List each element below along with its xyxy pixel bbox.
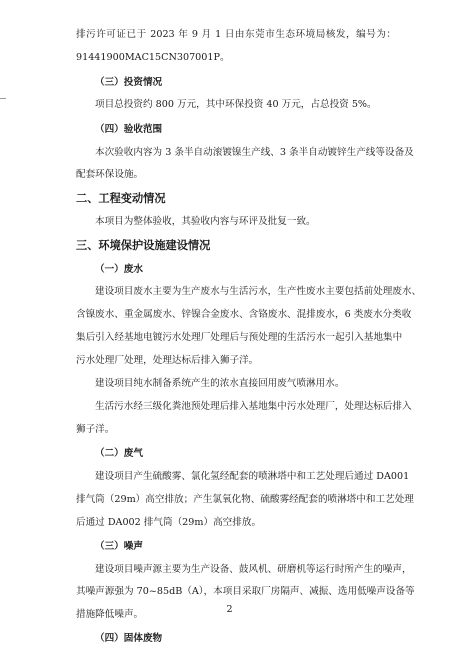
section-heading-wastewater: （一）废水 — [95, 264, 143, 275]
page-number: 2 — [226, 604, 233, 615]
permit-number: 91441900MAC15CN307001P。 — [76, 52, 230, 63]
scope-text-2: 配套环保设施。 — [76, 169, 144, 180]
pure-water-text: 建设项目纯水制备系统产生的浓水直接回用废气喷淋用水。 — [95, 378, 345, 389]
noise-text-2: 其噪声源强为 70~85dB（A），本项目采取厂房隔声、减振、选用低噪声设备等 — [76, 586, 415, 597]
chapter-heading-changes: 二、工程变动情况 — [76, 191, 166, 205]
exhaust-text-1: 建设项目产生硫酸雾、氯化氢经配套的喷淋塔中和工艺处理后通过 DA001 — [95, 471, 410, 482]
wastewater-text-4: 污水处理厂处理，处理达标后排入狮子洋。 — [76, 355, 259, 366]
section-heading-scope: （四）验收范围 — [95, 124, 163, 135]
section-heading-investment: （三）投资情况 — [95, 77, 163, 88]
exhaust-text-2: 排气筒（29m）高空排放；产生氯氧化物、硫酸雾经配套的喷淋塔中和工艺处理 — [76, 494, 414, 505]
margin-mark — [0, 98, 6, 99]
investment-text: 项目总投资约 800 万元，其中环保投资 40 万元，占总投资 5%。 — [95, 99, 377, 110]
wastewater-text-3: 集后引入经基地电镀污水处理厂处理后与预处理的生活污水一起引入基地集中 — [76, 332, 403, 343]
chapter-heading-env-facilities: 三、环境保护设施建设情况 — [76, 238, 211, 252]
exhaust-text-3: 后通过 DA002 排气筒（29m）高空排放。 — [76, 517, 262, 528]
scope-text-1: 本次验收内容为 3 条半自动滚镀镍生产线、3 条半自动镀锌生产线等设备及 — [95, 147, 414, 158]
wastewater-text-1: 建设项目废水主要为生产废水与生活污水，生产性废水主要包括前处理废水、 — [95, 286, 422, 297]
wastewater-text-2: 含镍废水、重金属废水、锌镍合金废水、含铬废水、混排废水，6 类废水分类收 — [76, 309, 412, 320]
domestic-sewage-text-2: 狮子洋。 — [76, 424, 115, 435]
section-heading-noise: （三）噪声 — [95, 541, 143, 552]
changes-text: 本项目为整体验收，其验收内容与环评及批复一致。 — [95, 216, 316, 227]
section-heading-solid-waste: （四）固体废物 — [95, 633, 163, 644]
noise-text-3: 措施降低噪声。 — [76, 609, 144, 620]
noise-text-1: 建设项目噪声源主要为生产设备、鼓风机、研磨机等运行时所产生的噪声， — [95, 564, 412, 575]
permit-line-1: 排污许可证已于 2023 年 9 月 1 日由东莞市生态环境局核发，编号为： — [76, 29, 396, 40]
section-heading-exhaust: （二）废气 — [95, 448, 143, 459]
domestic-sewage-text-1: 生活污水经三级化粪池预处理后排入基地集中污水处理厂，处理达标后排入 — [95, 401, 412, 412]
